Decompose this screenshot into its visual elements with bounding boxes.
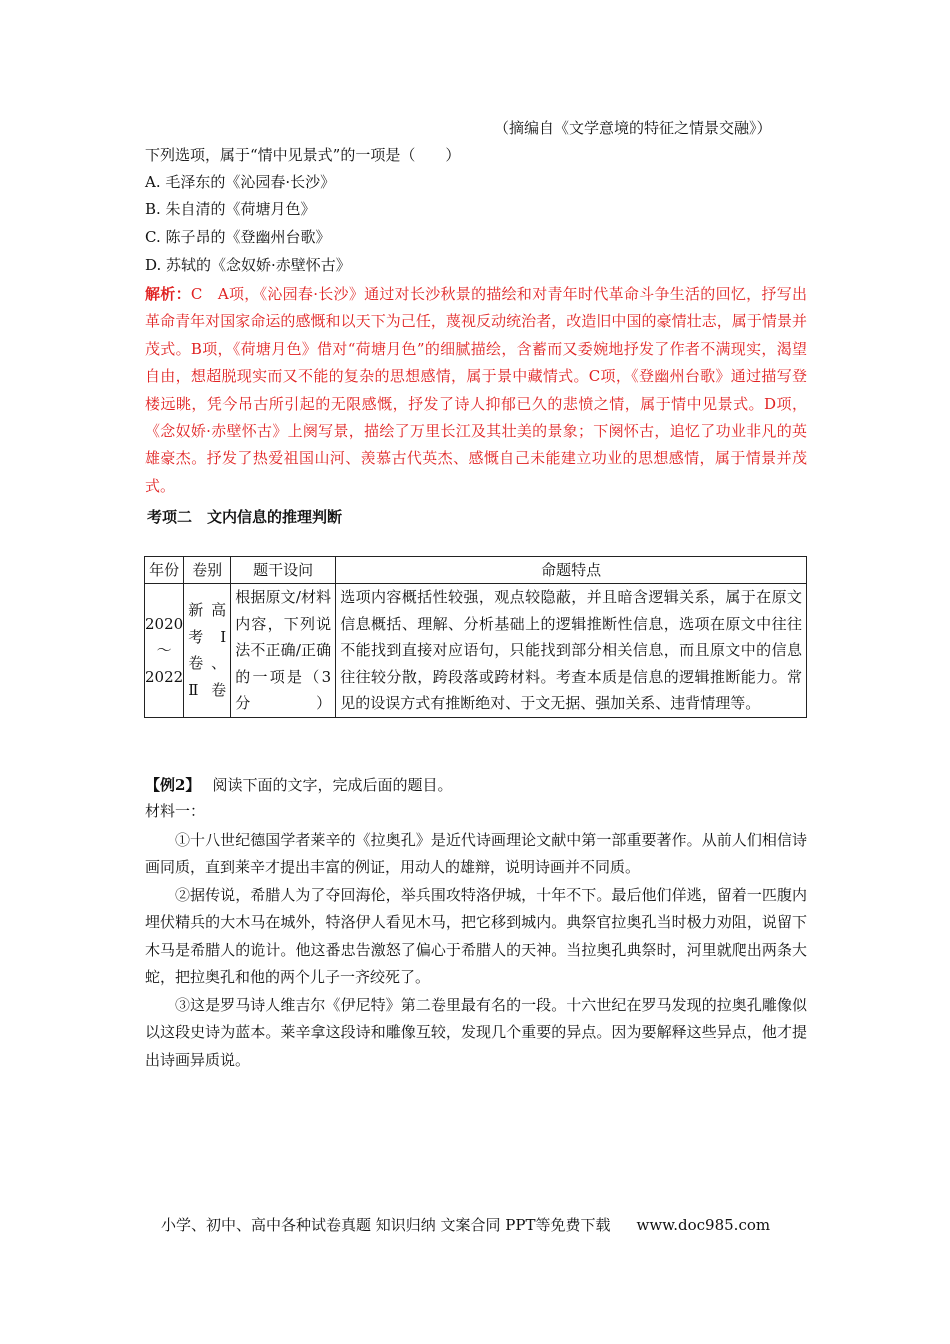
analysis-label: 解析： bbox=[145, 285, 191, 303]
material-paragraph-2: ②据传说，希腊人为了夺回海伦，举兵围攻特洛伊城，十年不下。最后他们佯逃，留着一匹腹内埋伏精兵的大木马在城外，特洛伊人看见木马，把它移到城内。典祭官拉奥孔当时极力劝阻，说留下木马是希腊人的诡计。他这番忠告激怒了偏心于希腊人的天神。当拉奥孔典祭时，河里就爬出两条大蛇，把拉奥孔和他的两个儿子一齐绞死了。 bbox=[145, 886, 807, 987]
option-c: C. 陈子昂的《登幽州台歌》 bbox=[145, 228, 331, 246]
material-title: 材料一： bbox=[145, 802, 206, 820]
cell-question: 根据原文/材料内容，下列说法不正确/正确的一项是（3分） bbox=[231, 584, 336, 718]
option-a: A. 毛泽东的《沁园春·长沙》 bbox=[145, 173, 336, 191]
header-feature: 命题特点 bbox=[336, 557, 807, 584]
table-header-row bbox=[145, 557, 807, 584]
header-juan: 卷别 bbox=[184, 557, 231, 584]
section-title: 考项二 文内信息的推理判断 bbox=[147, 508, 343, 526]
example-label: 【例2】 bbox=[145, 776, 201, 794]
material-paragraph-3: ③这是罗马诗人维吉尔《伊尼特》第二卷里最有名的一段。十六世纪在罗马发现的拉奥孔雕像似以这段史诗为蓝本。莱辛拿这段诗和雕像互较，发现几个重要的异点。因为要解释这些异点，他才提出诗画异质说。 bbox=[145, 996, 807, 1069]
cell-year: 2020～2022 bbox=[145, 584, 184, 718]
material-paragraph-1: ①十八世纪德国学者莱辛的《拉奥孔》是近代诗画理论文献中第一部重要著作。从前人们相信诗画同质，直到莱辛才提出丰富的例证，用动人的雄辩，说明诗画并不同质。 bbox=[145, 831, 807, 877]
cell-juan: 新高考Ⅰ卷、Ⅱ卷 bbox=[184, 584, 231, 718]
example-instruction: 阅读下面的文字，完成后面的题目。 bbox=[212, 776, 453, 794]
exam-spec-table bbox=[144, 556, 807, 718]
header-question: 题干设问 bbox=[231, 557, 336, 584]
table-row bbox=[145, 584, 807, 718]
question-stem: 下列选项，属于“情中见景式”的一项是（ ） bbox=[145, 146, 461, 164]
analysis-text: C A项，《沁园春·长沙》通过对长沙秋景的描绘和对青年时代革命斗争生活的回忆，抒写出革命青年对国家命运的感慨和以天下为己任，蔑视反动统治者，改造旧中国的豪情壮志，属于情景并茂式。B项，《荷塘月色》借对“荷塘月色”的细腻描绘，含蓄而又委婉地抒发了作者不满现实，渴望自由，想超脱现实而又不能的复杂的思想感情，属于景中藏情式。C项，《登幽州台歌》通过描写登楼远眺，凭今吊古所引起的无限感慨，抒发了诗人抑郁已久的悲愤之情，属于情中见景式。D项，《念奴娇·赤壁怀古》上阕写景，描绘了万里长江及其壮美的景象；下阕怀古，追忆了功业非凡的英雄豪杰。抒发了热爱祖国山河、羡慕古代英杰、感慨自己未能建立功业的思想感情，属于情景并茂式。 bbox=[145, 285, 807, 495]
footer-url[interactable]: www.doc985.com bbox=[636, 1216, 771, 1234]
option-d: D. 苏轼的《念奴娇·赤壁怀古》 bbox=[145, 256, 351, 274]
option-b: B. 朱自清的《荷塘月色》 bbox=[145, 200, 316, 218]
cell-feature: 选项内容概括性较强，观点较隐蔽，并且暗含逻辑关系，属于在原文信息概括、理解、分析基础上的逻辑推断性信息，选项在原文中往往不能找到直接对应语句，只能找到部分相关信息，而且原文中的信息往往较分散，跨段落或跨材料。考查本质是信息的逻辑推断能力。常见的设误方式有推断绝对、于文无据、强加关系、违背情理等。 bbox=[336, 584, 807, 718]
header-year: 年份 bbox=[145, 557, 184, 584]
source-note: （摘编自《文学意境的特征之情景交融》） bbox=[494, 119, 772, 137]
footer-text: 小学、初中、高中各种试卷真题 知识归纳 文案合同 PPT等免费下载 bbox=[161, 1216, 611, 1234]
example-heading bbox=[145, 775, 452, 795]
page-footer bbox=[161, 1214, 770, 1235]
analysis bbox=[145, 281, 807, 500]
